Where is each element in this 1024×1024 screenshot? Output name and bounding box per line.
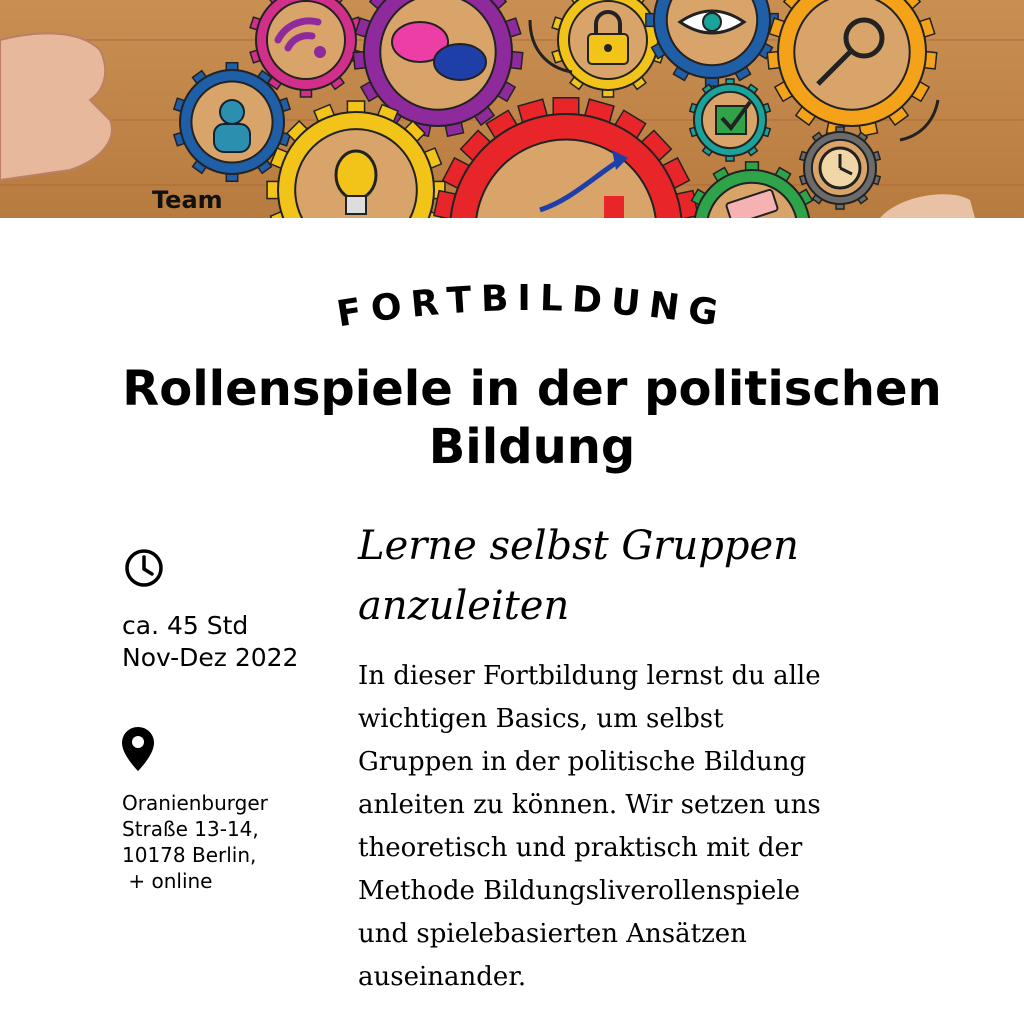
gears-illustration xyxy=(0,0,1024,218)
description-line: In dieser Fortbildung lernst du alle xyxy=(358,661,821,691)
location-line: + online xyxy=(122,869,213,893)
title-line: Bildung xyxy=(428,419,636,475)
location-info xyxy=(122,790,268,894)
kicker-letter: L xyxy=(539,278,573,321)
subheading-line: Lerne selbst Gruppen xyxy=(358,523,799,569)
kicker-letter: I xyxy=(517,278,540,319)
duration-hours: ca. 45 Std xyxy=(122,611,249,640)
location-line: Oranienburger xyxy=(122,791,268,815)
description-line: wichtigen Basics, um selbst xyxy=(358,704,724,734)
kicker-letter: U xyxy=(608,281,651,326)
clock-icon xyxy=(124,548,164,588)
kicker-label xyxy=(0,277,1024,336)
location-line: Straße 13-14, xyxy=(122,817,259,841)
location-line: 10178 Berlin, xyxy=(122,843,257,867)
checkbox-icon xyxy=(716,102,750,134)
subheading xyxy=(358,516,918,636)
description-line: anleiten zu können. Wir setzen uns xyxy=(358,790,821,820)
kicker-letter: O xyxy=(368,284,414,331)
description-line: Gruppen in der politische Bildung xyxy=(358,747,807,777)
duration-period: Nov-Dez 2022 xyxy=(122,643,299,672)
hand-right xyxy=(880,194,975,218)
duration-info xyxy=(122,610,298,674)
description-line: theoretisch und praktisch mit der xyxy=(358,833,803,863)
hand-left xyxy=(0,33,112,180)
kicker-letter: G xyxy=(685,289,730,336)
title-line: Rollenspiele in der politischen xyxy=(122,361,942,417)
description-line: auseinander. xyxy=(358,962,527,992)
clock-icon xyxy=(820,148,860,188)
kicker-letter: B xyxy=(480,277,519,321)
kicker-letter: D xyxy=(570,279,612,323)
team-label: Team xyxy=(152,186,223,214)
kicker-letter: N xyxy=(646,284,691,331)
page-title xyxy=(100,360,964,476)
kicker-letter: F xyxy=(334,289,375,336)
subheading-line: anzuleiten xyxy=(358,583,570,629)
description xyxy=(358,655,918,999)
description-line: und spielebasierten Ansätzen xyxy=(358,919,747,949)
header-banner xyxy=(0,0,1024,218)
description-line: Methode Bildungsliverollenspiele xyxy=(358,876,800,906)
location-pin-icon xyxy=(121,726,155,772)
kicker-letter: T xyxy=(446,279,483,323)
kicker-letter: R xyxy=(408,281,450,326)
gear-orange xyxy=(767,0,936,136)
